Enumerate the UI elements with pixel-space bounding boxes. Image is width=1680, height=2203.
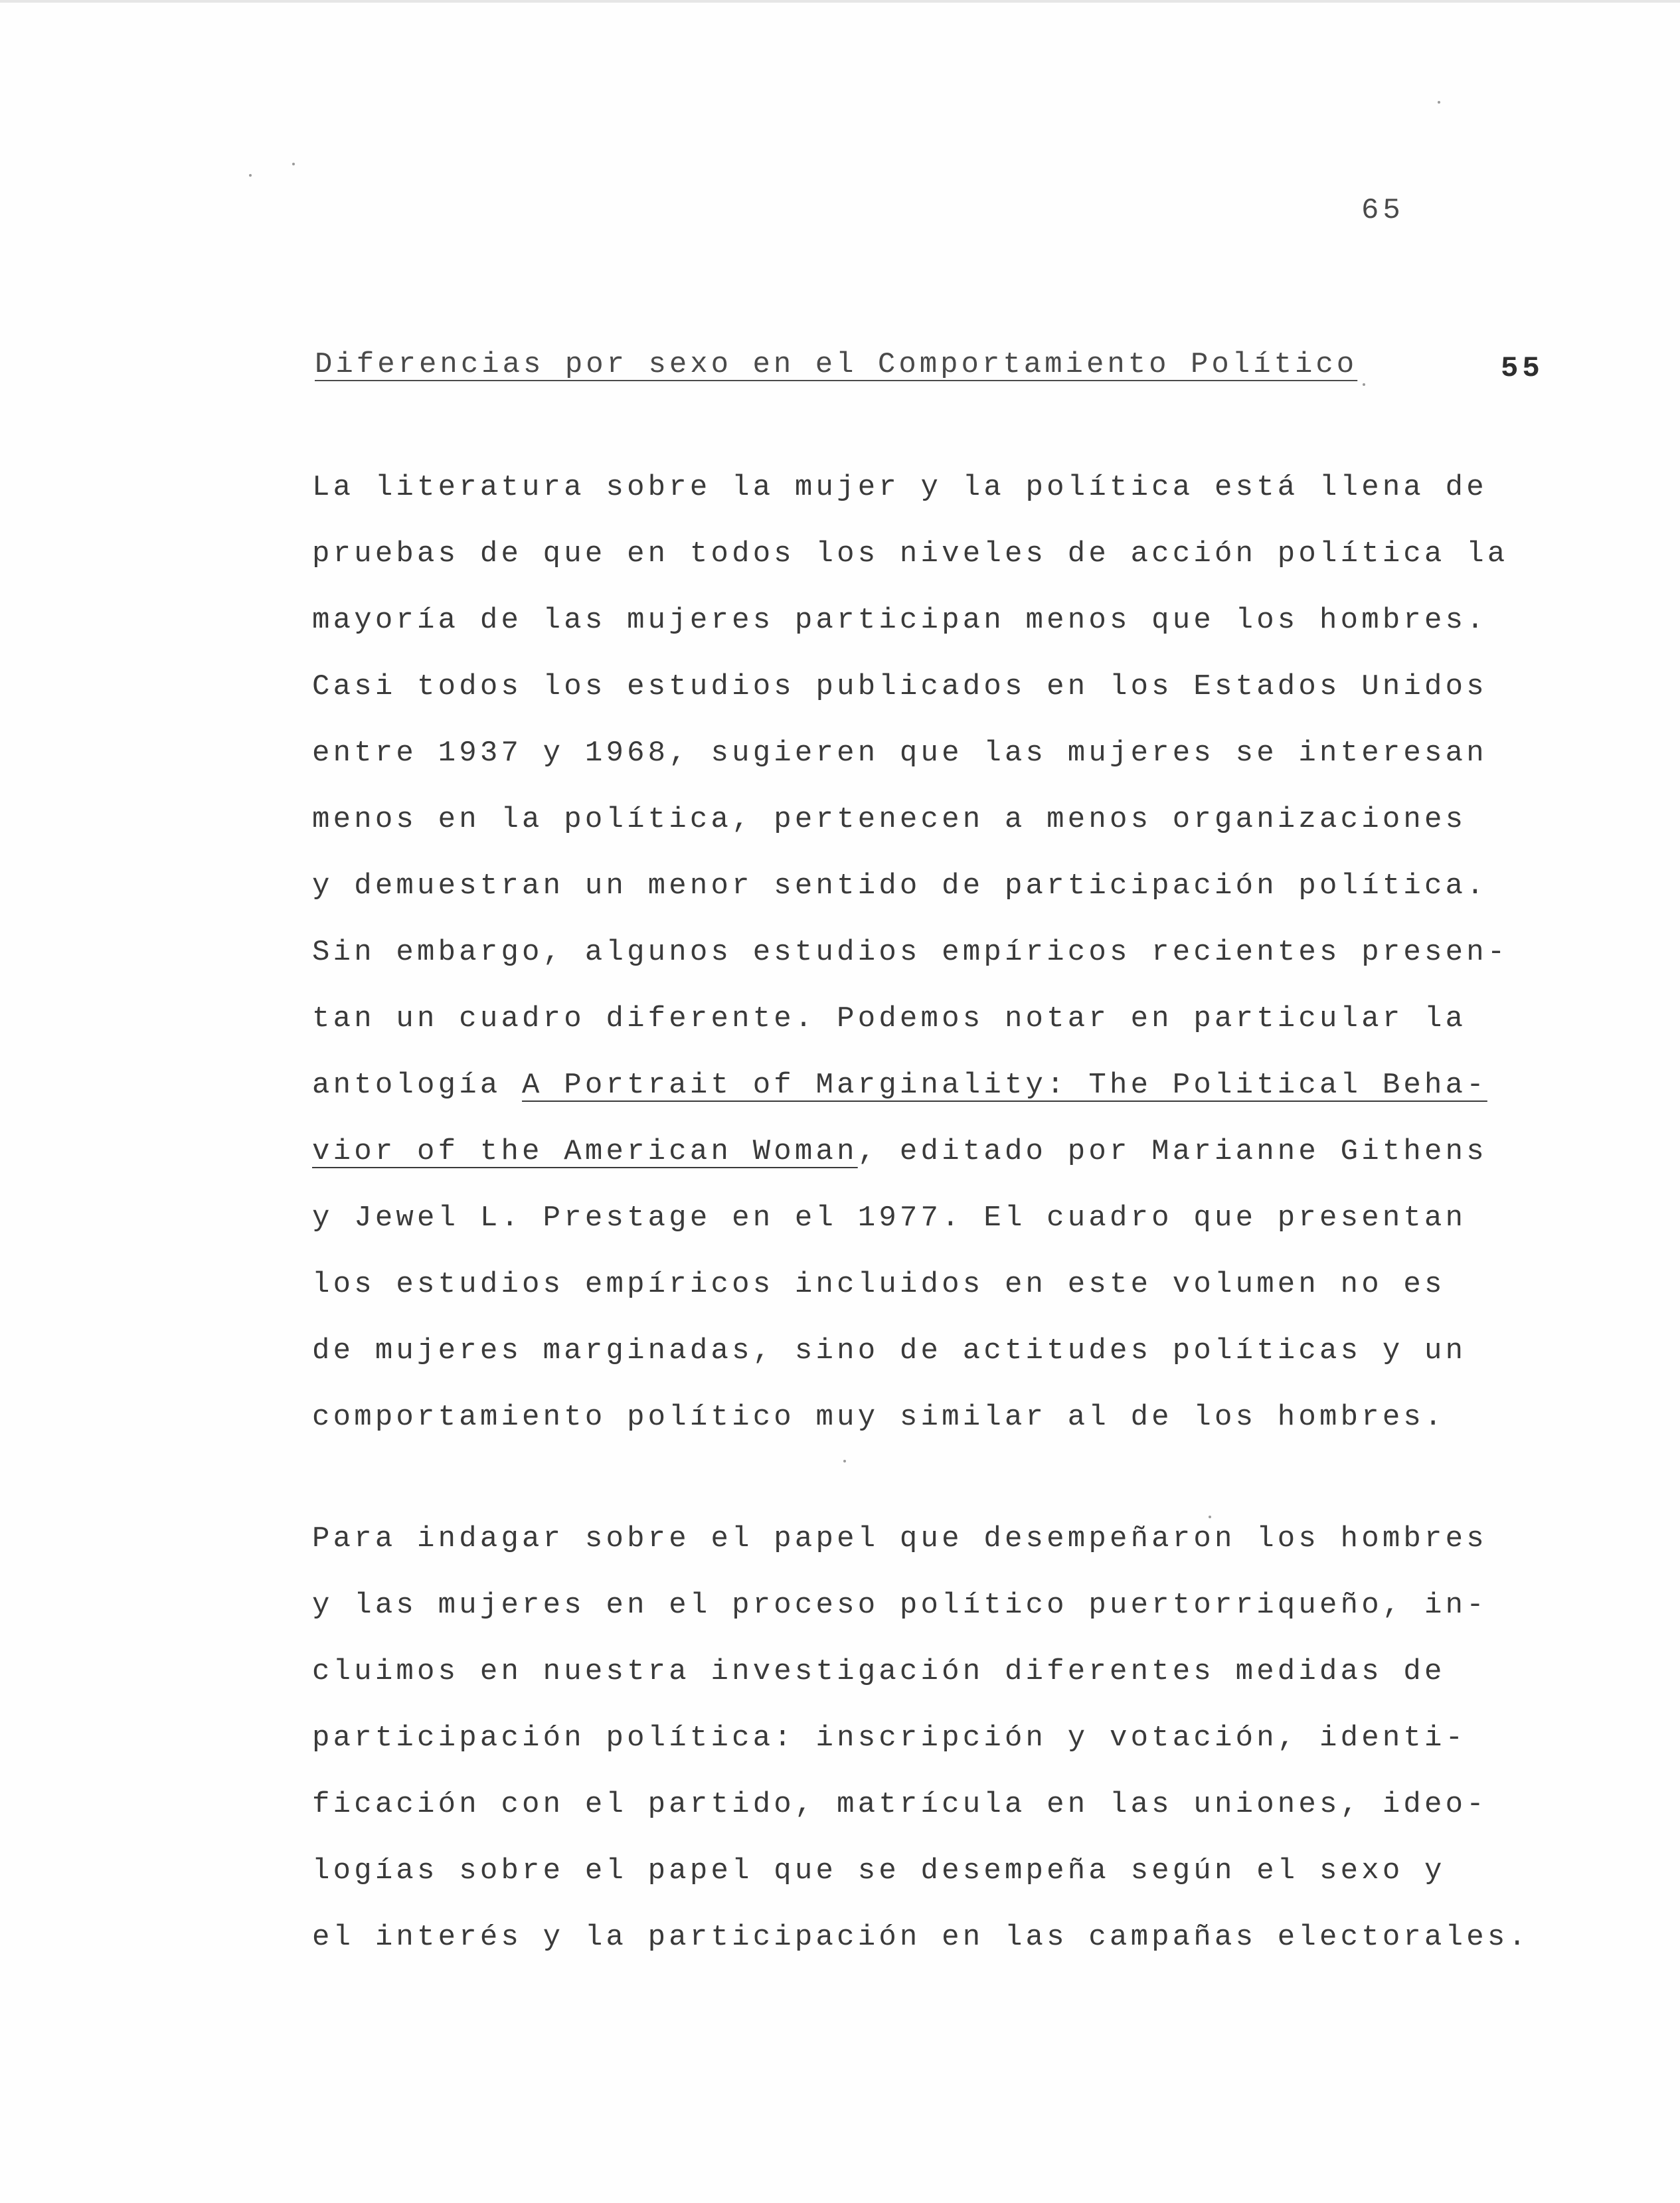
text-line: tan un cuadro diferente. Podemos notar en particular la bbox=[312, 1002, 1467, 1035]
text-line: menos en la política, pertenecen a menos organizaciones bbox=[312, 803, 1467, 836]
scan-speck bbox=[1438, 101, 1440, 104]
paragraph-2 bbox=[312, 1506, 1530, 1971]
text-line: logías sobre el papel que se desempeña según el sexo y bbox=[312, 1854, 1446, 1888]
text-line: el interés y la participación en las campañas electorales. bbox=[312, 1921, 1530, 1954]
section-heading: Diferencias por sexo en el Comportamiento Político bbox=[315, 348, 1358, 381]
scan-speck bbox=[843, 1460, 846, 1462]
text-line-with-title bbox=[312, 1118, 1487, 1185]
scan-speck bbox=[1363, 383, 1365, 386]
text-line: mayoría de las mujeres participan menos que los hombres. bbox=[312, 604, 1487, 637]
page-number-handwritten: 55 bbox=[1501, 352, 1544, 385]
book-title-part-1: A Portrait of Marginality: The Political Beha- bbox=[522, 1069, 1487, 1102]
text-line: y las mujeres en el proceso político puertorriqueño, in- bbox=[312, 1589, 1487, 1622]
text-line: comportamiento político muy similar al de los hombres. bbox=[312, 1401, 1446, 1434]
text-line-with-title bbox=[312, 1052, 1487, 1118]
text-line: participación política: inscripción y votación, identi- bbox=[312, 1721, 1467, 1755]
scan-speck bbox=[292, 163, 295, 165]
text-line: Sin embargo, algunos estudios empíricos recientes presen- bbox=[312, 936, 1509, 969]
paragraph-1 bbox=[312, 454, 1509, 1451]
line-prefix: antología bbox=[312, 1069, 523, 1102]
text-line: y demuestran un menor sentido de participación política. bbox=[312, 869, 1487, 903]
scan-speck bbox=[249, 174, 252, 177]
text-line: Casi todos los estudios publicados en los Estados Unidos bbox=[312, 670, 1487, 703]
text-line: entre 1937 y 1968, sugieren que las mujeres se interesan bbox=[312, 737, 1487, 770]
text-line: pruebas de que en todos los niveles de acción política la bbox=[312, 537, 1509, 571]
text-line: de mujeres marginadas, sino de actitudes políticas y un bbox=[312, 1334, 1467, 1367]
page-top-edge bbox=[0, 0, 1680, 3]
text-line: los estudios empíricos incluidos en este volumen no es bbox=[312, 1268, 1446, 1301]
book-title-part-2: vior of the American Woman bbox=[312, 1135, 858, 1168]
text-line: Para indagar sobre el papel que desempeñaron los hombres bbox=[312, 1522, 1487, 1555]
text-line: cluimos en nuestra investigación diferentes medidas de bbox=[312, 1655, 1446, 1688]
text-line: La literatura sobre la mujer y la política está llena de bbox=[312, 471, 1487, 504]
line-suffix: , editado por Marianne Githens bbox=[857, 1135, 1487, 1168]
page-number-top: 65 bbox=[1361, 194, 1404, 227]
scan-speck bbox=[1209, 1516, 1211, 1518]
text-line: y Jewel L. Prestage en el 1977. El cuadro que presentan bbox=[312, 1201, 1467, 1235]
text-line: ficación con el partido, matrícula en las uniones, ideo- bbox=[312, 1788, 1487, 1821]
